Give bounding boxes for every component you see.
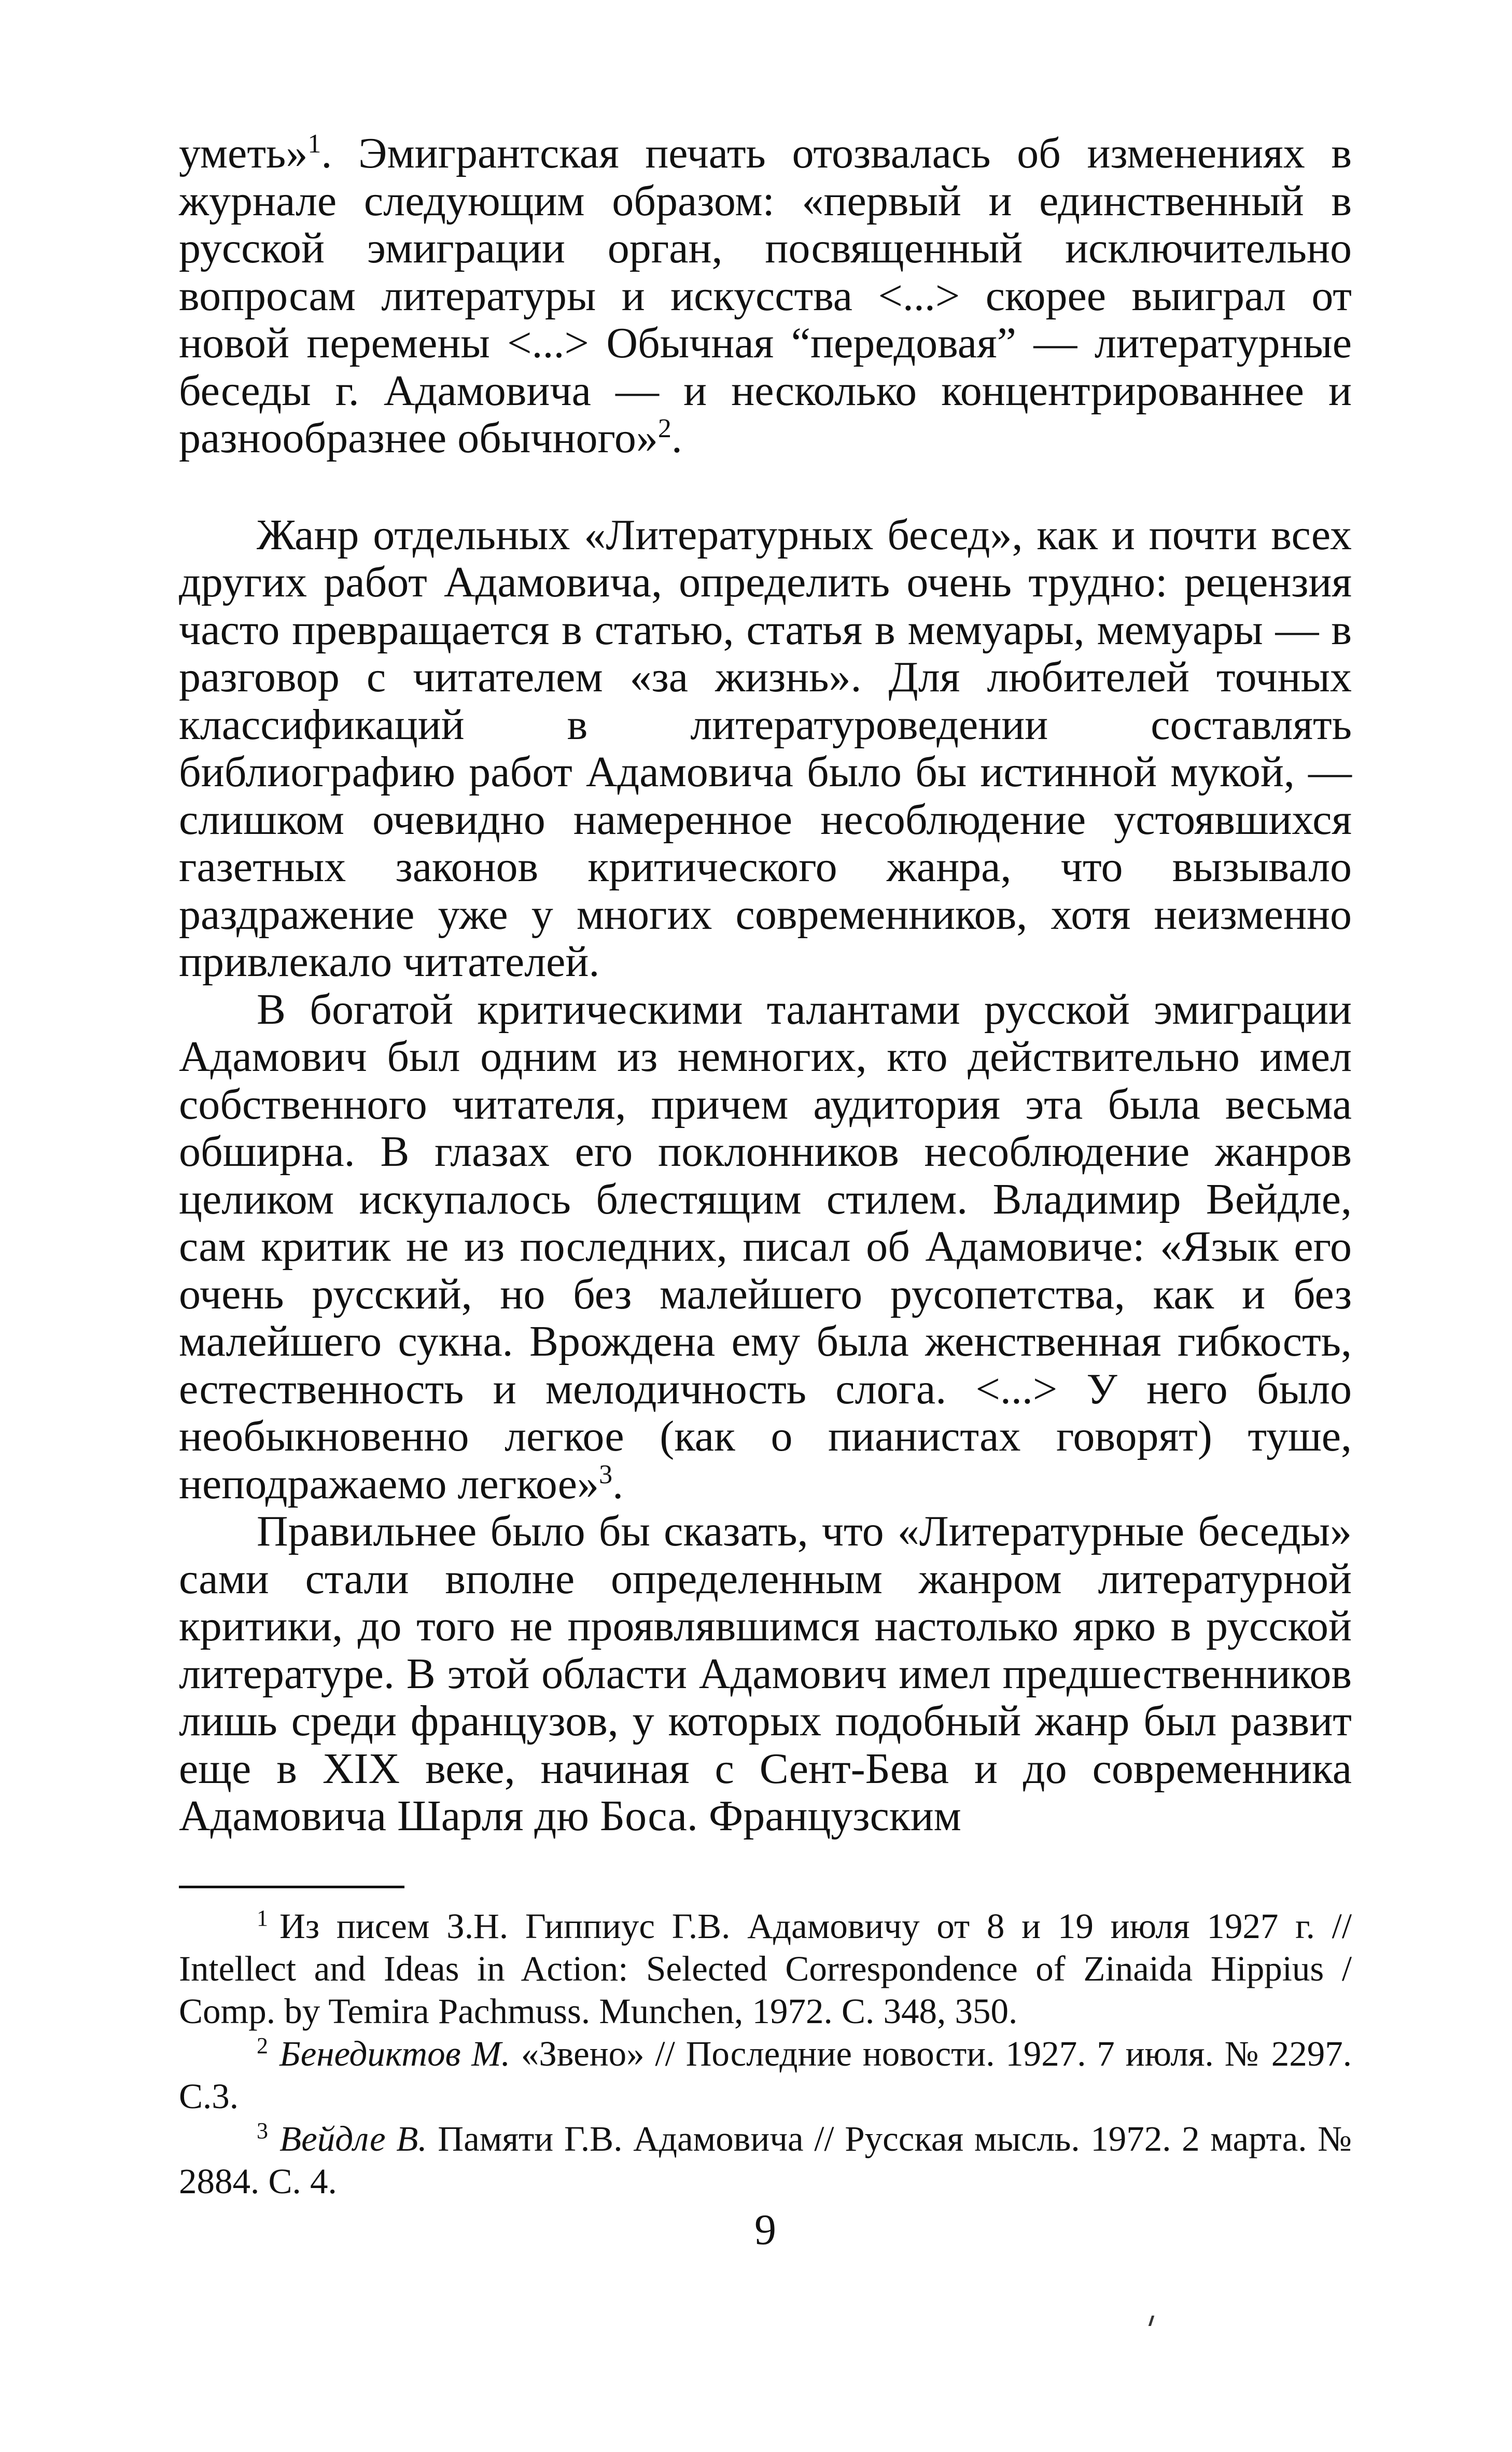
paragraph-3	[179, 986, 1352, 1508]
paragraph-2: Жанр отдельных «Литературных бесед», как и почти всех других работ Адамовича, определить очень трудно: рецензия часто превращается в статью, статья в мемуары, мемуары — в разговор с читателем «за жизнь». Для любителей точных классификаций в литературоведении составлять библиографию работ Адамовича было бы истинной мукой, — слишком очевидно намеренное несоблюдение устоявшихся газетных законов критического жанра, что вызывало раздражение уже у многих современников, хотя неизменно привлекало читателей.	[179, 510, 1352, 986]
footnote-mark-3: 3	[257, 2117, 268, 2143]
footnote-2-text: «Звено» // Последние новости. 1927. 7 июля. № 2297. С.3.	[179, 2033, 1352, 2116]
footnote-3-author: Вейдле В.	[279, 2119, 427, 2158]
footnote-2	[179, 2032, 1352, 2117]
paragraph-1-start: уметь»	[179, 129, 308, 177]
paragraph-1-text: . Эмигрантская печать отозвалась об изменениях в журнале следующим образом: «первый и единственный в русской эмиграции орган, посвященный исключительно вопросам литературы и искусства <...> скорее выиграл от новой перемены <...> Обычная “передовая” — литературные беседы г. Адамовича — и несколько концентрированнее и разнообразнее обычного»	[179, 129, 1352, 462]
paragraph-1-end: .	[671, 414, 682, 462]
footnotes	[179, 1905, 1352, 2203]
footnote-3-text: Памяти Г.В. Адамовича // Русская мысль. 1972. 2 марта. № 2884. С. 4.	[179, 2119, 1352, 2201]
footnote-2-author: Бенедиктов М.	[279, 2033, 511, 2073]
paragraph-gap	[179, 462, 1352, 511]
page-number: 9	[754, 2206, 776, 2254]
footnote-1	[179, 1905, 1352, 2032]
paragraph-3-text: В богатой критическими талантами русской эмиграции Адамович был одним из немногих, кто действительно имел собственного читателя, причем аудитория эта была весьма обширна. В глазах его поклонников несоблюдение жанров целиком искупалось блестящим стилем. Владимир Вейдле, сам критик не из последних, писал об Адамовиче: «Язык его очень русский, но без малейшего русопетства, как и без малейшего сукна. Врождена ему была женственная гибкость, естественность и мелодичность слога. <...> У него было необыкновенно легкое (как о пианистах говорят) туше, неподражаемо легкое»	[179, 985, 1352, 1508]
footnote-mark-2: 2	[257, 2032, 268, 2058]
footnote-1-text: Из писем З.Н. Гиппиус Г.В. Адамовичу от 8 и 19 июля 1927 г. // Intellect and Ideas in Action: Selected Correspondence of Zinaida Hippius / Comp. by Temira Pachmuss. Munchen, 1972. С. 348, 350.	[179, 1906, 1352, 2031]
paragraph-3-end: .	[612, 1459, 624, 1508]
footnote-ref-1: 1	[307, 129, 321, 159]
book-page	[179, 130, 1352, 2412]
footnote-ref-3: 3	[599, 1459, 613, 1489]
footnote-divider	[179, 1886, 404, 1888]
footnote-ref-2: 2	[657, 414, 671, 443]
footnote-3	[179, 2117, 1352, 2203]
paragraph-4: Правильнее было бы сказать, что «Литературные беседы» сами стали вполне определенным жанром литературной критики, до того не проявлявшимся настолько ярко в русской литературе. В этой области Адамович имел предшественников лишь среди французов, у которых подобный жанр был развит еще в XIX веке, начиная с Сент-Бева и до современника Адамовича Шарля дю Боса. Французским	[179, 1507, 1352, 1840]
footnote-mark-1: 1	[257, 1905, 268, 1931]
paragraph-1	[179, 130, 1352, 462]
